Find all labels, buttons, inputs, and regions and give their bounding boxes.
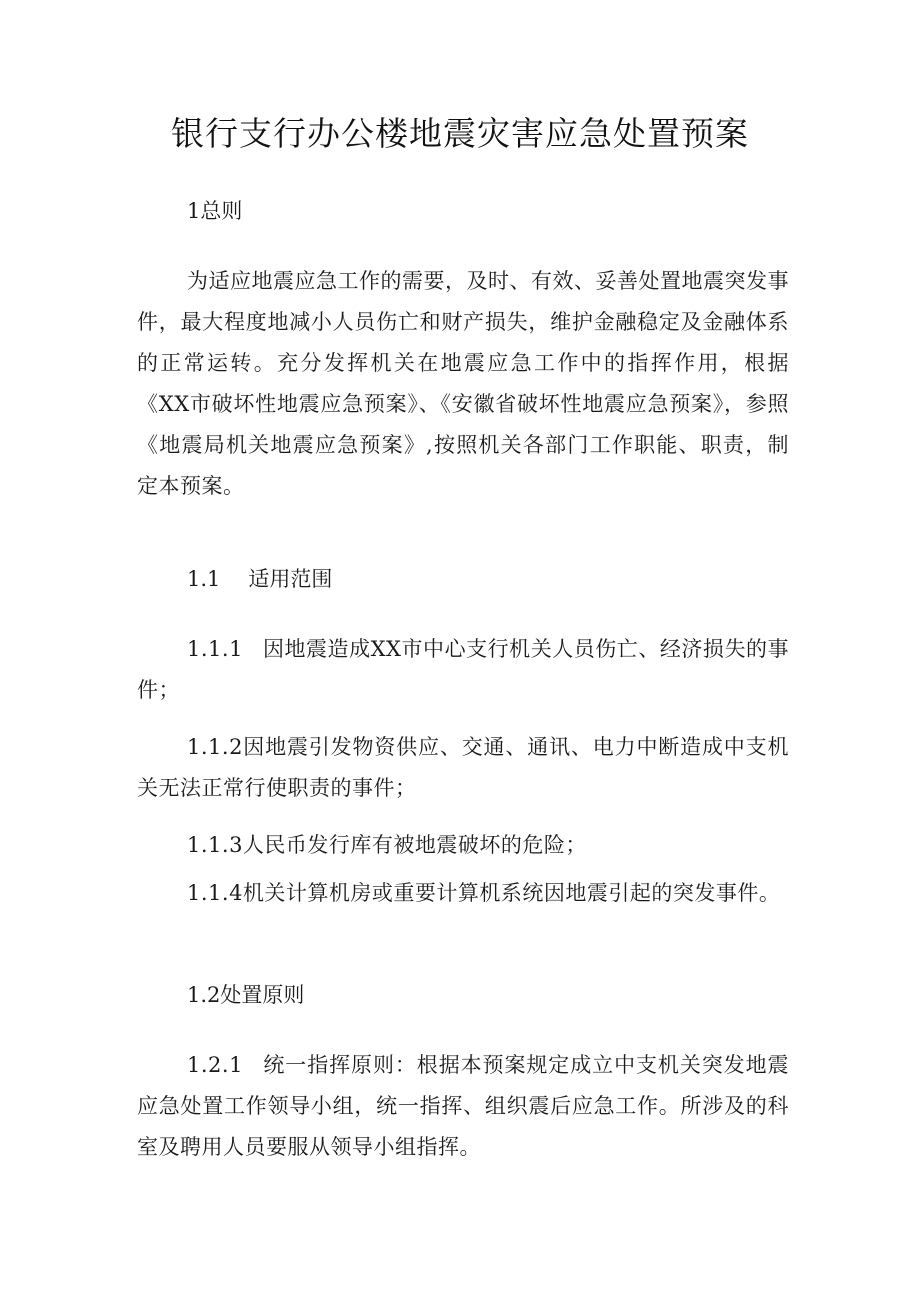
- section-1-heading: 1总则: [187, 199, 243, 223]
- item-1-1-1-number: 1.1.1: [187, 637, 243, 661]
- item-1-2-1: [137, 1045, 789, 1168]
- document-title: 银行支行办公楼地震灾害应急处置预案: [171, 114, 749, 153]
- item-1-1-4: 1.1.4机关计算机房或重要计算机系统因地震引起的突发事件。: [187, 881, 781, 905]
- item-1-1-3: 1.1.3人民币发行库有被地震破坏的危险；: [187, 833, 587, 857]
- section-1-1-title: 适用范围: [248, 567, 333, 591]
- item-1-2-1-number: 1.2.1: [187, 1053, 243, 1077]
- section-1-1-heading: [187, 559, 332, 600]
- item-1-1-1: [137, 629, 789, 711]
- section-1-1-number: 1.1: [187, 567, 221, 591]
- section-1-2-heading: 1.2处置原则: [187, 983, 305, 1007]
- item-1-1-2: 1.1.2因地震引发物资供应、交通、通讯、电力中断造成中支机关无法正常行使职责的事件；: [137, 735, 789, 800]
- item-1-2-1-text: 统一指挥原则：根据本预案规定成立中支机关突发地震应急处置工作领导小组，统一指挥、组织震后应急工作。所涉及的科室及聘用人员要服从领导小组指挥。: [137, 1053, 789, 1159]
- item-1-1-1-text: 因地震造成XX市中心支行机关人员伤亡、经济损失的事件；: [137, 637, 789, 702]
- intro-paragraph: 为适应地震应急工作的需要，及时、有效、妥善处置地震突发事件，最大程度地减小人员伤亡和财产损失，维护金融稳定及金融体系的正常运转。充分发挥机关在地震应急工作中的指挥作用，根据《XX市破坏性地震应急预案》、《安徽省破坏性地震应急预案》，参照《地震局机关地震应急预案》,按照机关各部门工作职能、职责，制定本预案。: [137, 269, 789, 498]
